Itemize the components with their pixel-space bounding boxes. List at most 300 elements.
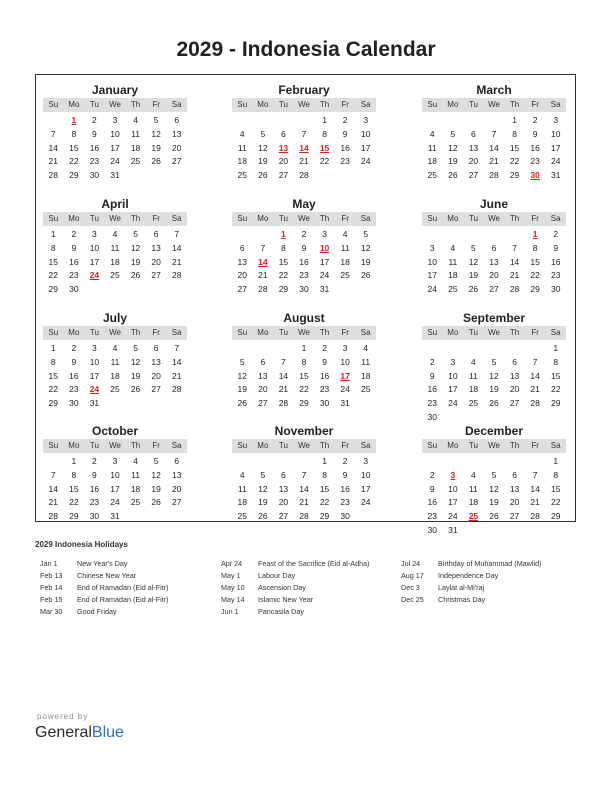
day-cell: 11 xyxy=(110,242,120,253)
day-cell: 24 xyxy=(360,497,371,508)
day-cell: 4 xyxy=(363,343,369,353)
day-cell: 27 xyxy=(258,398,268,409)
holiday-date: Feb 15 xyxy=(40,595,63,604)
day-cell: 30 xyxy=(69,398,79,409)
weekday-label: Fr xyxy=(341,441,349,450)
weekday-header xyxy=(422,439,566,453)
holiday-day: 10 xyxy=(319,242,330,253)
day-cell: 12 xyxy=(258,142,268,153)
holiday-day: 14 xyxy=(258,256,268,267)
day-cell: 13 xyxy=(468,142,479,153)
day-cell: 7 xyxy=(50,469,56,480)
weekday-label: Th xyxy=(509,328,520,337)
day-cell: 23 xyxy=(427,511,438,522)
weekday-label: We xyxy=(109,441,121,450)
day-cell: 6 xyxy=(260,356,266,367)
day-cell: 22 xyxy=(550,497,561,508)
day-cell: 27 xyxy=(151,384,161,395)
day-cell: 18 xyxy=(448,270,458,281)
day-cell: 14 xyxy=(48,483,59,494)
day-cell: 20 xyxy=(258,384,268,395)
weekday-label: Sa xyxy=(550,214,561,223)
day-cell: 22 xyxy=(48,270,59,281)
day-cell: 8 xyxy=(281,242,286,253)
weekday-label: We xyxy=(109,214,121,223)
holiday-day: 24 xyxy=(89,270,100,281)
weekday-label: Fr xyxy=(531,100,539,109)
day-cell: 14 xyxy=(278,370,289,381)
day-cell: 31 xyxy=(110,170,120,181)
day-cell: 27 xyxy=(509,511,520,522)
holiday-row xyxy=(221,606,428,618)
empty-day xyxy=(232,228,253,242)
day-cell: 14 xyxy=(509,256,520,267)
day-cell: 16 xyxy=(89,483,100,494)
generalblue-logo[interactable] xyxy=(35,724,124,742)
day-cell: 8 xyxy=(71,128,77,139)
day-cell: 15 xyxy=(278,256,289,267)
day-cell: 3 xyxy=(112,456,118,466)
weekday-label: Su xyxy=(237,328,248,337)
calendar-grid xyxy=(35,74,576,535)
day-cell: 4 xyxy=(471,356,476,367)
day-cell: 19 xyxy=(151,142,161,153)
day-cell: 27 xyxy=(171,156,182,167)
day-cell: 19 xyxy=(130,370,141,381)
weekday-header xyxy=(232,439,376,453)
day-cell: 25 xyxy=(110,270,120,281)
day-cell: 7 xyxy=(281,356,286,367)
day-cell: 15 xyxy=(509,142,520,153)
day-cell: 30 xyxy=(69,284,79,295)
day-cell: 17 xyxy=(360,142,371,153)
day-cell: 23 xyxy=(69,384,79,395)
day-cell: 24 xyxy=(340,384,350,395)
holiday-name: End of Ramadan (Eid al-Fitr) xyxy=(77,595,169,604)
day-cell: 9 xyxy=(532,128,538,139)
day-cell: 29 xyxy=(550,398,561,409)
day-cell: 30 xyxy=(319,398,330,409)
days-grid xyxy=(232,342,376,411)
holidays-heading: 2029 Indonesia Holidays xyxy=(35,540,128,549)
weekday-label: Fr xyxy=(531,441,539,450)
day-cell: 4 xyxy=(133,115,138,125)
weekday-label: Mo xyxy=(447,100,459,109)
weekday-label: Tu xyxy=(89,214,99,223)
weekday-label: Su xyxy=(48,328,59,337)
weekday-label: Tu xyxy=(468,441,478,450)
day-cell: 26 xyxy=(448,170,458,181)
day-cell: 21 xyxy=(48,156,59,167)
day-cell: 9 xyxy=(429,483,435,494)
day-cell: 23 xyxy=(427,398,438,409)
day-cell: 20 xyxy=(237,270,248,281)
day-cell: 29 xyxy=(530,284,540,295)
weekday-label: Mo xyxy=(68,441,80,450)
day-cell: 12 xyxy=(258,483,268,494)
day-cell: 5 xyxy=(491,356,497,367)
holiday-row xyxy=(221,594,428,606)
day-cell: 17 xyxy=(550,142,561,153)
day-cell: 6 xyxy=(491,242,497,253)
day-cell: 11 xyxy=(469,483,478,494)
weekday-label: Su xyxy=(48,100,59,109)
day-cell: 9 xyxy=(322,356,327,367)
day-cell: 22 xyxy=(299,384,309,395)
day-cell: 28 xyxy=(48,511,59,522)
day-cell: 18 xyxy=(427,156,438,167)
day-cell: 6 xyxy=(512,356,517,367)
day-cell: 18 xyxy=(130,142,141,153)
weekday-header xyxy=(232,98,376,112)
weekday-label: Mo xyxy=(257,328,269,337)
days-grid xyxy=(43,114,187,183)
day-cell: 8 xyxy=(553,469,559,480)
day-cell: 16 xyxy=(69,370,79,381)
day-cell: 26 xyxy=(468,284,479,295)
day-cell: 22 xyxy=(69,156,79,167)
holiday-date: Jun 1 xyxy=(221,607,239,616)
day-cell: 5 xyxy=(260,469,266,480)
holiday-day: 3 xyxy=(450,469,456,480)
day-cell: 3 xyxy=(429,242,435,253)
day-cell: 11 xyxy=(237,142,247,153)
weekday-label: Su xyxy=(237,100,248,109)
empty-day xyxy=(443,114,464,128)
day-cell: 8 xyxy=(50,242,56,253)
day-cell: 21 xyxy=(509,270,520,281)
weekday-label: We xyxy=(109,100,121,109)
day-cell: 22 xyxy=(48,384,59,395)
day-cell: 3 xyxy=(342,343,348,353)
day-cell: 15 xyxy=(48,370,59,381)
holiday-name: Good Friday xyxy=(77,607,117,616)
day-cell: 1 xyxy=(553,343,559,353)
day-cell: 1 xyxy=(71,456,77,466)
holiday-name: Islamic New Year xyxy=(258,595,314,604)
weekday-label: Su xyxy=(427,214,438,223)
day-cell: 25 xyxy=(468,398,479,409)
day-cell: 29 xyxy=(48,284,59,295)
day-cell: 29 xyxy=(299,398,309,409)
days-grid xyxy=(43,228,187,297)
day-cell: 5 xyxy=(133,229,138,239)
day-cell: 3 xyxy=(92,343,97,353)
day-cell: 2 xyxy=(92,456,97,466)
day-cell: 9 xyxy=(92,128,97,139)
empty-day xyxy=(253,114,274,128)
weekday-label: We xyxy=(298,214,310,223)
weekday-label: Fr xyxy=(531,328,539,337)
holiday-row xyxy=(401,582,612,594)
month-name: January xyxy=(91,83,139,97)
day-cell: 11 xyxy=(427,142,437,153)
days-grid xyxy=(422,342,566,425)
day-cell: 4 xyxy=(112,343,118,353)
day-cell: 13 xyxy=(509,370,520,381)
holiday-row xyxy=(40,558,207,570)
day-cell: 20 xyxy=(151,370,161,381)
day-cell: 11 xyxy=(448,256,458,267)
day-cell: 20 xyxy=(509,384,520,395)
days-grid xyxy=(422,228,566,297)
day-cell: 16 xyxy=(69,256,79,267)
day-cell: 26 xyxy=(360,270,371,281)
holiday-row xyxy=(40,594,207,606)
day-cell: 7 xyxy=(491,128,497,139)
weekday-label: Tu xyxy=(89,441,99,450)
day-cell: 24 xyxy=(110,156,120,167)
weekday-label: We xyxy=(488,328,500,337)
day-cell: 19 xyxy=(258,497,268,508)
day-cell: 11 xyxy=(340,242,350,253)
empty-day xyxy=(253,342,274,356)
holiday-name: Laylat al-Mi'raj xyxy=(438,583,485,592)
day-cell: 6 xyxy=(471,128,476,139)
month-august xyxy=(232,310,376,411)
day-cell: 1 xyxy=(512,115,517,125)
day-cell: 6 xyxy=(174,115,180,125)
month-name: April xyxy=(101,197,129,211)
day-cell: 27 xyxy=(278,511,289,522)
weekday-header xyxy=(43,98,187,112)
month-name: June xyxy=(479,197,508,211)
day-cell: 15 xyxy=(550,483,561,494)
holidays-column xyxy=(221,558,428,618)
day-cell: 27 xyxy=(509,398,520,409)
day-cell: 10 xyxy=(448,370,458,381)
day-cell: 14 xyxy=(489,142,499,153)
day-cell: 12 xyxy=(489,370,499,381)
day-cell: 2 xyxy=(553,229,559,239)
day-cell: 15 xyxy=(319,483,330,494)
weekday-label: Mo xyxy=(257,214,269,223)
weekday-label: Su xyxy=(427,100,438,109)
holiday-row xyxy=(40,582,207,594)
day-cell: 12 xyxy=(237,370,248,381)
weekday-label: Sa xyxy=(360,100,371,109)
weekday-label: Su xyxy=(48,214,59,223)
day-cell: 25 xyxy=(130,497,141,508)
day-cell: 8 xyxy=(50,356,56,367)
day-cell: 9 xyxy=(92,469,97,480)
holiday-day: 30 xyxy=(530,170,540,181)
weekday-label: Fr xyxy=(341,214,349,223)
day-cell: 10 xyxy=(360,469,371,480)
weekday-header xyxy=(43,439,187,453)
day-cell: 25 xyxy=(427,170,438,181)
day-cell: 30 xyxy=(89,511,100,522)
day-cell: 26 xyxy=(258,511,268,522)
day-cell: 24 xyxy=(550,156,561,167)
day-cell: 30 xyxy=(340,511,350,522)
day-cell: 10 xyxy=(360,128,371,139)
weekday-label: We xyxy=(298,441,310,450)
day-cell: 5 xyxy=(363,229,369,239)
weekday-label: Th xyxy=(509,441,520,450)
holiday-day: 14 xyxy=(299,142,309,153)
month-june xyxy=(422,196,566,297)
empty-day xyxy=(484,114,505,128)
weekday-label: Th xyxy=(130,328,141,337)
weekday-label: Mo xyxy=(257,100,269,109)
day-cell: 29 xyxy=(319,511,330,522)
day-cell: 31 xyxy=(319,284,330,295)
day-cell: 27 xyxy=(171,497,182,508)
day-cell: 10 xyxy=(89,356,100,367)
weekday-label: Fr xyxy=(531,214,539,223)
day-cell: 19 xyxy=(237,384,248,395)
day-cell: 28 xyxy=(278,398,289,409)
weekday-label: Sa xyxy=(171,328,182,337)
month-march xyxy=(422,82,566,183)
holiday-row xyxy=(40,570,207,582)
empty-day xyxy=(294,455,315,469)
holiday-date: May 1 xyxy=(221,571,241,580)
weekday-label: Tu xyxy=(468,214,478,223)
day-cell: 10 xyxy=(340,356,350,367)
weekday-header xyxy=(422,98,566,112)
weekday-label: Mo xyxy=(447,214,459,223)
days-grid xyxy=(422,114,566,183)
holiday-day: 17 xyxy=(340,370,350,381)
day-cell: 12 xyxy=(130,356,141,367)
day-cell: 28 xyxy=(258,284,268,295)
day-cell: 16 xyxy=(89,142,100,153)
day-cell: 26 xyxy=(130,384,141,395)
day-cell: 16 xyxy=(319,370,330,381)
day-cell: 23 xyxy=(319,384,330,395)
day-cell: 6 xyxy=(153,343,159,353)
day-cell: 24 xyxy=(427,284,438,295)
day-cell: 12 xyxy=(151,128,161,139)
day-cell: 4 xyxy=(239,469,245,480)
day-cell: 22 xyxy=(319,156,330,167)
day-cell: 8 xyxy=(553,356,559,367)
holiday-date: May 10 xyxy=(221,583,245,592)
day-cell: 9 xyxy=(553,242,559,253)
day-cell: 17 xyxy=(89,370,100,381)
month-november xyxy=(232,423,376,524)
day-cell: 31 xyxy=(110,511,120,522)
month-december xyxy=(422,423,566,538)
day-cell: 1 xyxy=(50,343,56,353)
empty-day xyxy=(525,342,546,356)
day-cell: 16 xyxy=(427,384,438,395)
days-grid xyxy=(232,228,376,297)
day-cell: 7 xyxy=(532,469,538,480)
weekday-label: Th xyxy=(130,441,141,450)
month-may xyxy=(232,196,376,297)
day-cell: 15 xyxy=(69,142,79,153)
day-cell: 9 xyxy=(71,242,77,253)
empty-day xyxy=(422,342,443,356)
day-cell: 17 xyxy=(110,142,120,153)
weekday-header xyxy=(43,212,187,226)
day-cell: 28 xyxy=(299,511,309,522)
day-cell: 10 xyxy=(89,242,100,253)
day-cell: 6 xyxy=(281,128,286,139)
day-cell: 11 xyxy=(469,370,478,381)
day-cell: 9 xyxy=(429,370,435,381)
day-cell: 8 xyxy=(512,128,517,139)
day-cell: 20 xyxy=(278,497,289,508)
day-cell: 18 xyxy=(360,370,371,381)
day-cell: 6 xyxy=(239,242,245,253)
holiday-row xyxy=(221,570,428,582)
holiday-name: Christmas Day xyxy=(438,595,486,604)
weekday-label: Th xyxy=(130,100,141,109)
day-cell: 17 xyxy=(448,497,458,508)
day-cell: 9 xyxy=(301,242,307,253)
weekday-label: Fr xyxy=(341,328,349,337)
weekday-label: Tu xyxy=(468,328,478,337)
day-cell: 5 xyxy=(239,356,245,367)
day-cell: 19 xyxy=(360,256,371,267)
day-cell: 29 xyxy=(278,284,289,295)
empty-day xyxy=(294,114,315,128)
holiday-name: Pancasila Day xyxy=(258,607,304,616)
day-cell: 18 xyxy=(237,156,248,167)
day-cell: 14 xyxy=(530,370,540,381)
month-october xyxy=(43,423,187,524)
day-cell: 10 xyxy=(427,256,438,267)
day-cell: 4 xyxy=(133,456,138,466)
holiday-row xyxy=(401,558,612,570)
day-cell: 19 xyxy=(448,156,458,167)
month-april xyxy=(43,196,187,297)
weekday-label: We xyxy=(488,100,500,109)
day-cell: 22 xyxy=(319,497,330,508)
day-cell: 23 xyxy=(89,497,100,508)
day-cell: 19 xyxy=(151,483,161,494)
day-cell: 14 xyxy=(171,356,182,367)
day-cell: 24 xyxy=(448,398,458,409)
day-cell: 18 xyxy=(237,497,248,508)
day-cell: 25 xyxy=(130,156,141,167)
holiday-row xyxy=(401,594,612,606)
day-cell: 31 xyxy=(448,524,458,535)
empty-day xyxy=(232,455,253,469)
empty-day xyxy=(422,455,443,469)
weekday-label: Th xyxy=(130,214,141,223)
empty-day xyxy=(463,228,484,242)
day-cell: 8 xyxy=(71,469,77,480)
day-cell: 14 xyxy=(48,142,59,153)
day-cell: 13 xyxy=(489,256,499,267)
day-cell: 23 xyxy=(299,270,309,281)
day-cell: 22 xyxy=(550,384,561,395)
day-cell: 25 xyxy=(448,284,458,295)
weekday-label: Tu xyxy=(468,100,478,109)
day-cell: 17 xyxy=(89,256,100,267)
day-cell: 13 xyxy=(258,370,268,381)
holiday-date: Mar 30 xyxy=(40,607,63,616)
day-cell: 15 xyxy=(530,256,540,267)
day-cell: 17 xyxy=(110,483,120,494)
day-cell: 4 xyxy=(112,229,118,239)
day-cell: 1 xyxy=(50,229,56,239)
day-cell: 19 xyxy=(489,497,499,508)
weekday-label: Sa xyxy=(550,441,561,450)
day-cell: 12 xyxy=(468,256,479,267)
day-cell: 24 xyxy=(360,156,371,167)
day-cell: 13 xyxy=(151,242,161,253)
day-cell: 28 xyxy=(171,384,182,395)
holiday-name: Birthday of Muhammad (Mawlid) xyxy=(438,559,542,568)
day-cell: 30 xyxy=(550,284,561,295)
day-cell: 27 xyxy=(278,170,289,181)
